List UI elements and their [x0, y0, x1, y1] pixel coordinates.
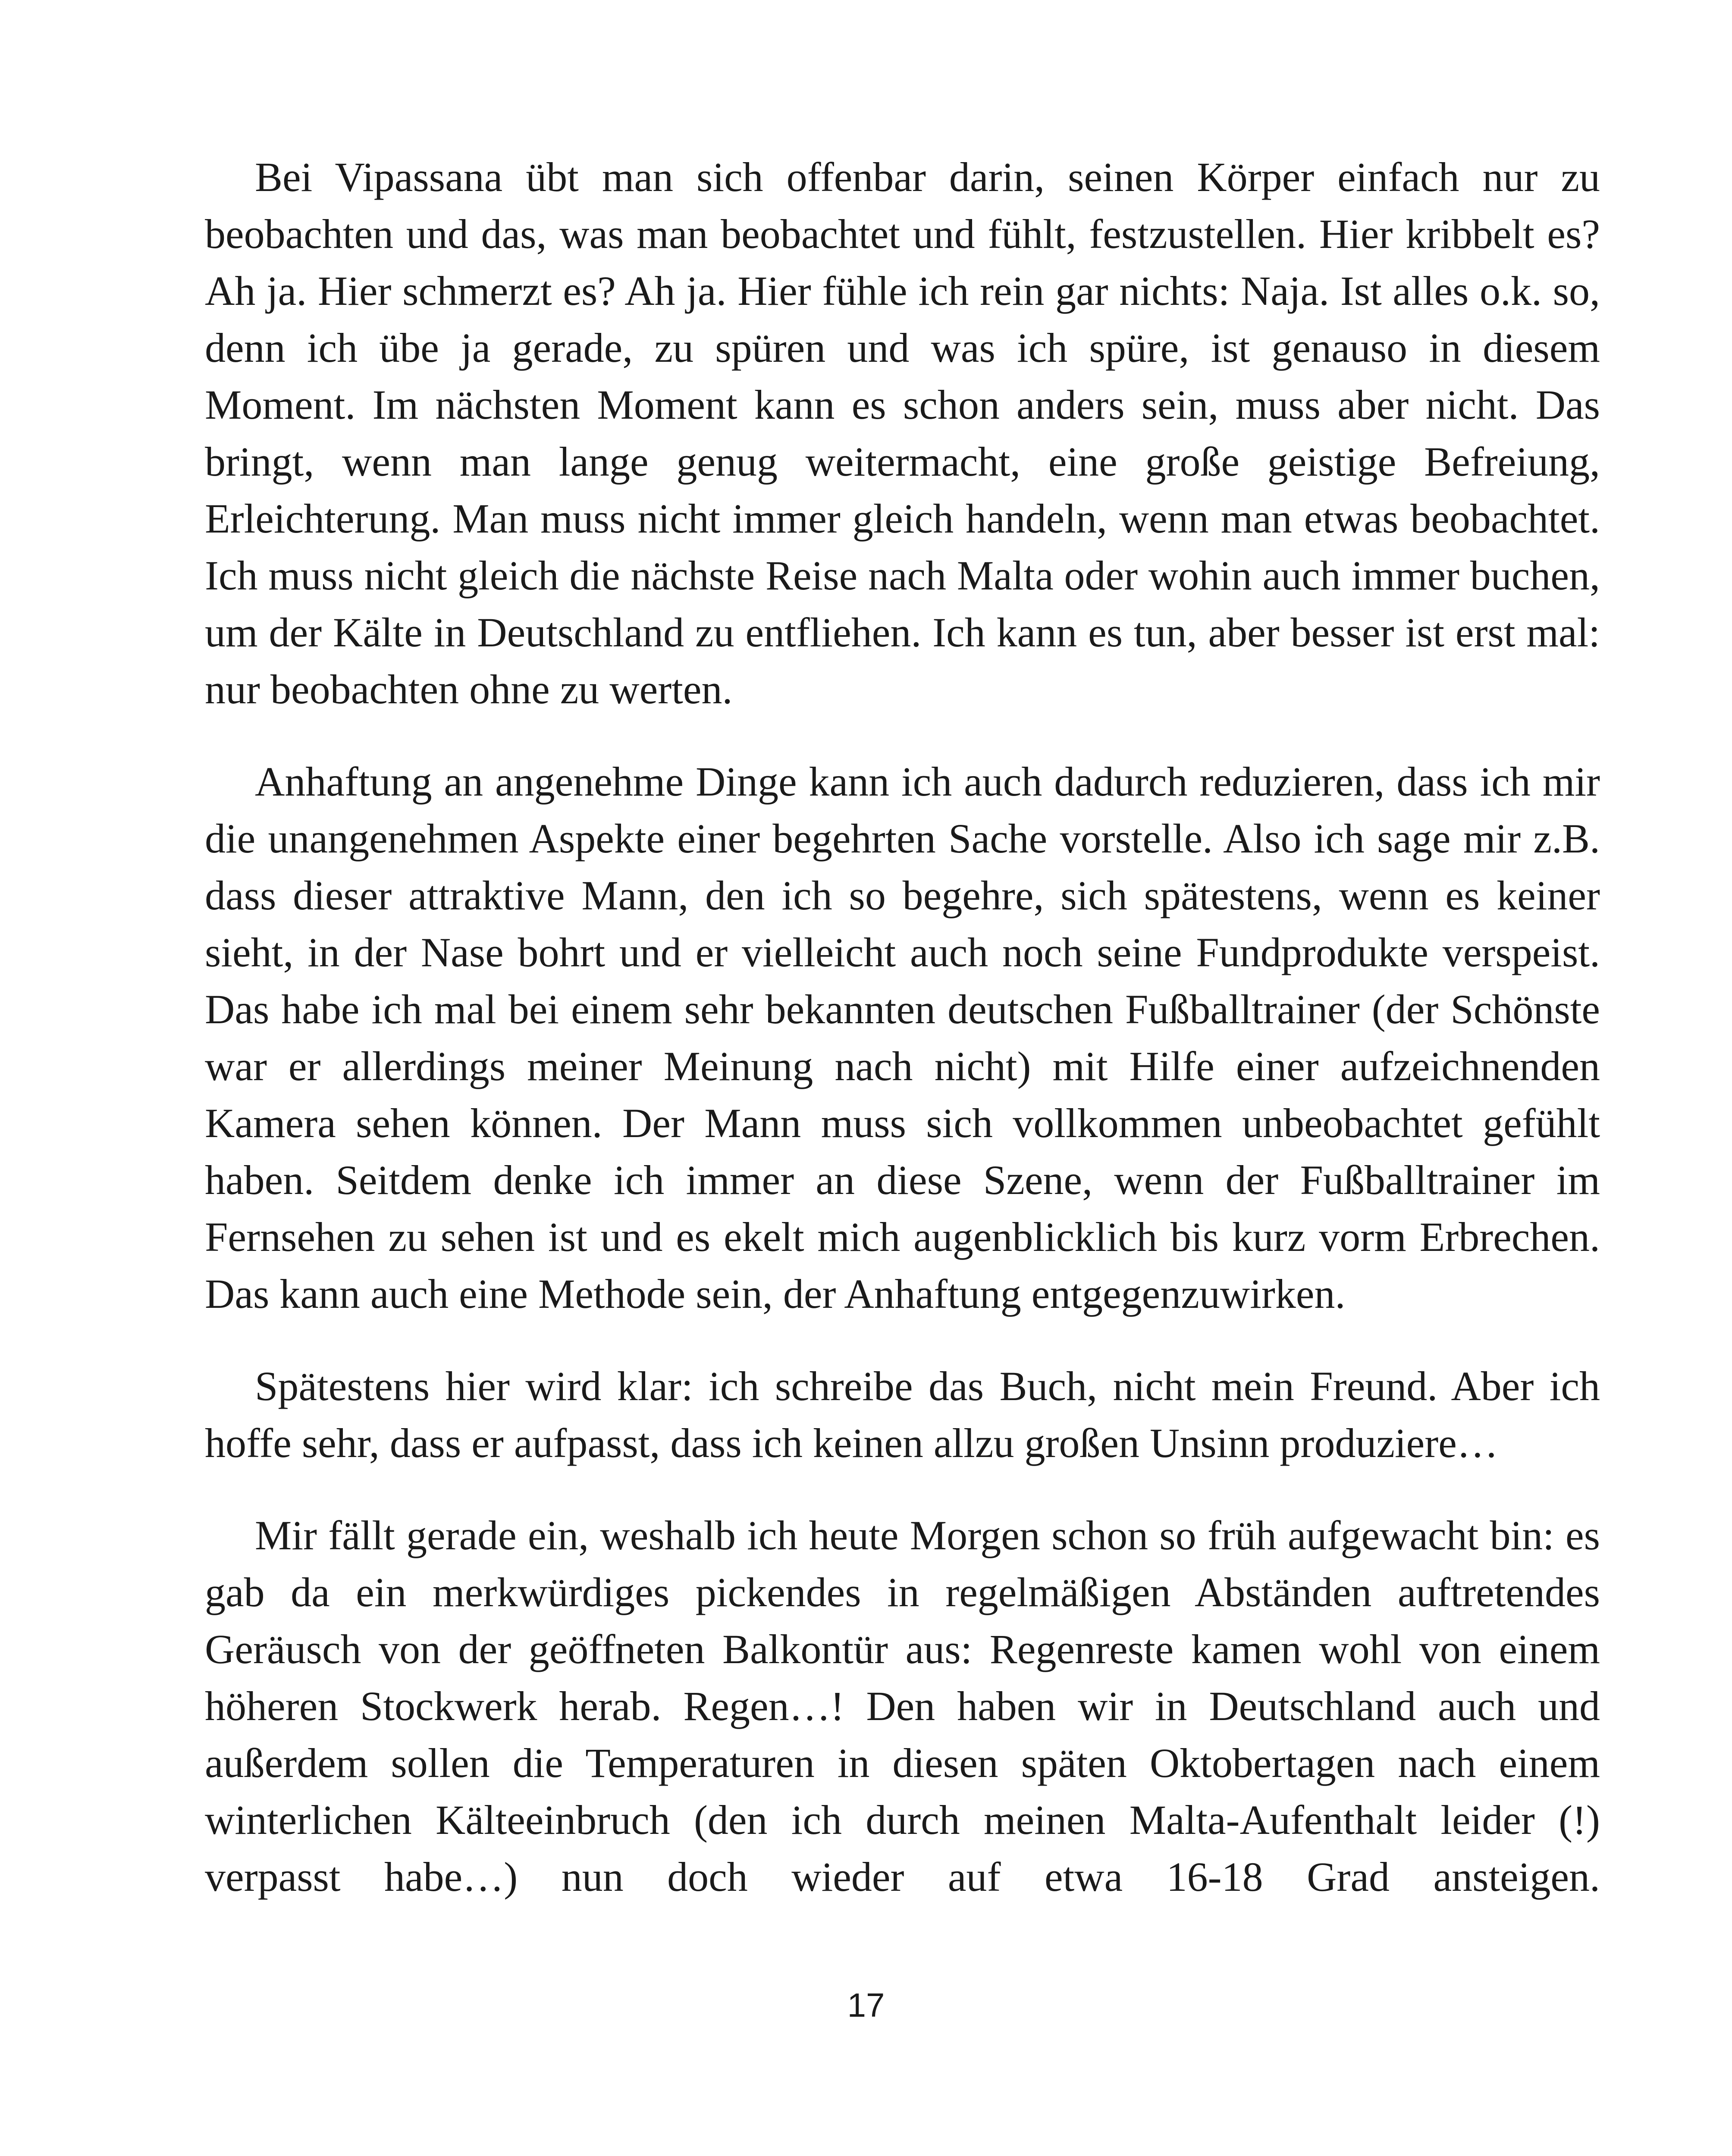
page-number: 17	[847, 1986, 885, 2024]
paragraph-anhaftung: Anhaftung an angenehme Dinge kann ich auch dadurch reduzieren, dass ich mir die unangenehmen Aspekte einer begehrten Sache vorstelle. Also ich sage mir z.B. dass dieser attraktive Mann, den ich so begehre, sich spätestens, wenn es keiner sieht, in der Nase bohrt und er vielleicht auch noch seine Fundprodukte verspeist. Das habe ich mal bei einem sehr bekannten deutschen Fußballtrainer (der Schönste war er allerdings meiner Meinung nach nicht) mit Hilfe einer aufzeichnenden Kamera sehen können. Der Mann muss sich vollkommen unbeobachtet gefühlt haben. Seitdem denke ich immer an diese Szene, wenn der Fußballtrainer im Fernsehen zu sehen ist und es ekelt mich augenblicklich bis kurz vorm Erbrechen. Das kann auch eine Methode sein, der Anhaftung entgegenzuwirken.	[205, 758, 1600, 1317]
body-text	[205, 149, 1600, 1905]
paragraph-regen: Mir fällt gerade ein, weshalb ich heute Morgen schon so früh aufgewacht bin: es gab da ein merkwürdiges pickendes in regelmäßigen Abständen auftretendes Geräusch von der geöffneten Balkontür aus: Regenreste kamen wohl von einem höheren Stockwerk herab. Regen…! Den haben wir in Deutschland auch und außerdem sollen die Temperaturen in diesen späten Oktobertagen nach einem winterlichen Kälteeinbruch (den ich durch meinen Malta-Aufenthalt leider (!) verpasst habe…) nun doch wieder auf etwa 16-18 Grad ansteigen.	[205, 1512, 1600, 1900]
paragraph-spaetestens: Spätestens hier wird klar: ich schreibe das Buch, nicht mein Freund. Aber ich hoffe sehr, dass er aufpasst, dass ich keinen allzu großen Unsinn produziere…	[205, 1363, 1600, 1466]
paragraph-vipassana: Bei Vipassana übt man sich offenbar darin, seinen Körper einfach nur zu beobachten und das, was man beobachtet und fühlt, festzustellen. Hier kribbelt es? Ah ja. Hier schmerzt es? Ah ja. Hier fühle ich rein gar nichts: Naja. Ist alles o.k. so, denn ich übe ja gerade, zu spüren und was ich spüre, ist genauso in diesem Moment. Im nächsten Moment kann es schon anders sein, muss aber nicht. Das bringt, wenn man lange genug weitermacht, eine große geistige Befreiung, Erleichterung. Man muss nicht immer gleich handeln, wenn man etwas beobachtet. Ich muss nicht gleich die nächste Reise nach Malta oder wohin auch immer buchen, um der Kälte in Deutschland zu entfliehen. Ich kann es tun, aber besser ist erst mal: nur beobachten ohne zu werten.	[205, 154, 1600, 712]
